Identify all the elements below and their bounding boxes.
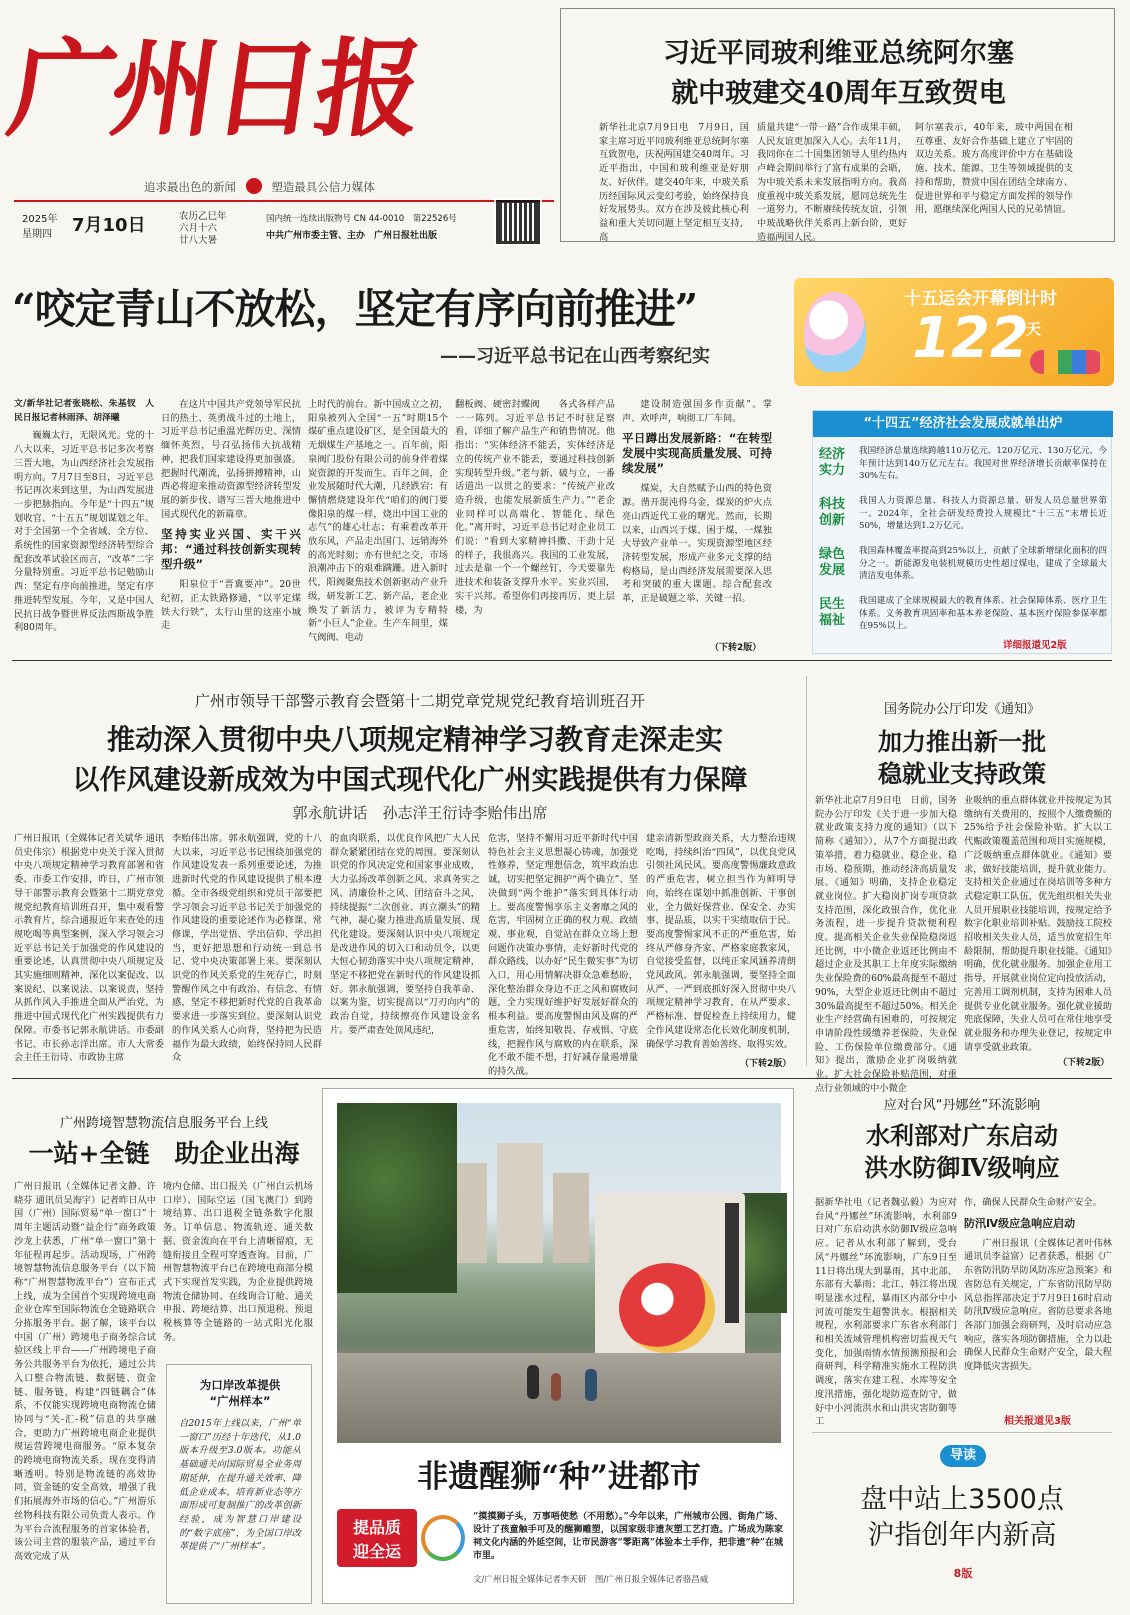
flood-col-2: [964, 1196, 1112, 1396]
qr-code: [496, 200, 540, 244]
meeting-subtitle: 郭永航讲话 孙志洋王衍诗李贻伟出席: [292, 804, 548, 822]
lion-dance-photo: [337, 1103, 781, 1443]
lead-col-1: [14, 398, 154, 638]
meeting-title-2: 以作风建设新成效为中国式现代化广州实践提供有力保障: [72, 765, 748, 796]
mascot-icon: [804, 292, 866, 372]
achievements-title: “十四五”经济社会发展成就单出炉: [813, 411, 1113, 437]
lead-col-2: [161, 398, 301, 638]
lead-col-1-text: 巍巍太行，无限风光。党的十八大以来，习近平总书记多次考察三晋大地，为山西经济社会发展指明方向。7月7日至8日，习近平总书记再次来到这里，为山西发展进一步把脉指向。今年是“十四五”规划收官、“十五五”规划谋划之年。对于全国第一个全省域、全方位、系统性的国家资源型经济转型综合配套改革试验区而言，“改革”二字分量特别重。习近平总书记勉励山西：坚定有序向前推进，坚定有序推进转型发展。今年，又是中国人民抗日战争暨世界反法西斯战争胜利80周年。: [14, 430, 154, 634]
year: 2025年: [22, 214, 58, 225]
countdown-days: 122: [912, 306, 1029, 371]
flood-col-2-subhead: 防汛Ⅳ级应急响应启动: [964, 1216, 1076, 1230]
employment-col-2: 业吸纳的重点群体就业并按规定为其缴纳有关费用的，按照个人缴费额的25%给予社会保险补贴。扩大以工代赈政策覆盖范围和项目实施规模，广泛吸纳重点群体就业。《通知》要求，做好技能培训，提升就业能力。支持相关企业通过在岗培训等多种方式稳定职工队伍，优先组织相关失业人员开展职业技能培训，按规定给予数字化职业培训补贴。鼓励技工院校招收相关失业人员，适当放宽招生年龄限制，帮助提升职业技能。《通知》明确，优化就业服务。加强企业用工指导，开展就业岗位定向投放活动，完善用工调剂机制，支持为困难人员提供专业化就业服务。强化就业援助兜底保障，失业人员可在常住地享受就业服务和办理失业登记，按规定申请享受就业政策。: [964, 795, 1112, 1053]
photo-caption: “摸摸狮子头，万事唔使愁（不用愁）。”今年以来，广州城市公园、街角广场、设计了孩童触手可及的醒狮雕塑，以国家级非遗灰塑工艺打造。广场成为陈家祠文化内涵的外延空间，让市民游客“零距离”体验本土手作，把非遗“种”在城市里。: [473, 1512, 783, 1561]
flood-title-2: 洪水防御Ⅳ级响应: [864, 1153, 1060, 1182]
child-figure: [551, 1373, 561, 1401]
countdown-unit: 天: [1026, 320, 1042, 338]
achievement-item: [819, 495, 1107, 539]
logistics-title: 一站+全链 助企业出海: [28, 1139, 300, 1168]
logistics-sidebar-title-2: “广州样本”: [209, 1394, 271, 1408]
lead-subtitle: ——习近平总书记在山西考察纪实: [440, 346, 710, 367]
achievement-item: [819, 445, 1107, 489]
top-story-col-1: 新华社北京7月9日电 7月9日，国家主席习近平同玻利维亚总统阿尔塞互致贺电，庆祝两国建交40周年。习近平指出，中国和玻利维亚是好朋友、好伙伴。建交40年来，中玻关系历经国际风云变幻考验，始终保持良好发展势头。双方在涉及彼此核心利益和重大关切问题上坚定相互支持，高: [599, 122, 749, 243]
campaign-badge: [337, 1509, 417, 1567]
publish-number: 国内统一连续出版物号 CN 44-0010 第22526号: [266, 214, 457, 224]
photo-title: 非遗醒狮“种”进都市: [417, 1459, 701, 1495]
flood-col-2-text: 作，确保人民群众生命财产安全。: [964, 1197, 1102, 1208]
top-story-col-2: 质量共建“一带一路”合作成果丰硕，人民友谊更加深入人心。去年11月，我同你在二十国集团领导人里约热内卢峰会期间举行了富有成果的会晤，为中玻关系未来发展指明方向。我高度重视中玻关系发展，愿同总统先生一道努力，不断赓续传统友谊，引领中玻战略伙伴关系再上新台阶，更好造福两国人民。: [757, 122, 907, 243]
achievement-label: 科技创新: [819, 497, 846, 528]
achievements-more[interactable]: 详细报道见2版: [1003, 640, 1067, 651]
building-icon: [497, 1143, 543, 1263]
meeting-col-4: 危害，坚持不懈用习近平新时代中国特色社会主义思想凝心铸魂，加强党性修养，坚定理想信念，筑牢政治忠诚，切实把坚定拥护“两个确立”、坚决做到“两个维护”落实到具体行动上。要高度警惕享乐主义奢靡之风的危害，牢固树立正确的权力观、政绩观、事业观，自觉站在群众立场上想问题作决策办事情，走好新时代党的群众路线，以办好“民生微实事”为切入口，用心用情解决群众急难愁盼，深化整治群众身边不正之风和腐败问题，全力实现好维护好发展好群众的根本利益。要高度警惕由风及腐的严重危害，始终知敬畏、存戒惧、守底线，把握作风与腐败的内在联系，深化不敢不能不想，打好减存量遏增量的持久战。: [488, 833, 638, 1077]
meeting-col-2: 李贻伟出席。郭永航强调，党的十八大以来，习近平总书记围绕加强党的作风建设发表一系列重要论述，为推进新时代党的作风建设提供了根本遵循。全市各级党组织和党员干部要把学习领会习近平总书记关于加强党的作风建设的重要论述作为必修课、常修课，学出觉悟、学出信仰、学出担当，更好把思想和行动统一到总书记、党中央决策部署上来。要深刻认识党的作风关系党的生死存亡，时刻警醒作风之中有政治、有信念、有情感，坚定不移把新时代党的自我革命要求进一步落实到位。要深刻认识党的作风关系人心向背，坚持把为民造福作为最大政绩，始终保持同人民群众: [172, 833, 322, 1064]
achievement-text: 我国人力资源总量、科技人力资源总量、研发人员总量世界第一。2024年，全社会研发经费投入规模比“十三五”末增长近50%，增量达到1.2万亿元。: [859, 496, 1107, 531]
employment-title-1: 加力推出新一批: [878, 727, 1046, 756]
countdown-banner: [794, 278, 1114, 386]
meeting-col-5: 建亲清新型政商关系，大力整治违规吃喝，持续纠治“四风”，以优良党风引领社风民风。要高度警惕廉政意政的严重危害，树立担当作为鲜明导向，始终在谋划中抓准创新、干事创业，全力做好保营业、保安全、办实事、提品质，以实干实绩取信于民。要高度警惕家风不正的严重危害，始终从严修身齐家、严格家庭教家风，自觉接受监督，以纯正家风涵养清朗党风政风。郭永航强调，要坚持全面从严、一严到底抓好深入贯彻中央八项规定精神学习教育，在从严要求、严格标准、督促检查上持续用力，健全作风建设常态化长效化制度机制，确保学习教育善始善终、取得实效。: [646, 833, 796, 1050]
column-rule: [806, 676, 807, 1066]
guide-label: 导读: [940, 1445, 986, 1467]
achievement-item: [819, 545, 1107, 589]
olympic-rings-icon: [1030, 350, 1104, 374]
lead-col-2-text: 在这片中国共产党领导军民抗日的热土、英勇战斗过的土地上，习近平总书记重温光辉历史、深情缅怀英烈，号召弘扬伟大抗战精神，把我们国家建设得更加强盛。把握时代潮流，弘扬拼搏精神，山西必将迎来推动资源型经济转型发展的新步伐、谱写三晋大地推进中国式现代化的新篇章。: [161, 399, 301, 520]
section-divider: [12, 660, 1112, 661]
slogan-right: 塑造最具公信力媒体: [271, 180, 375, 194]
date-block: [14, 208, 554, 244]
section-divider: [12, 1078, 1112, 1079]
masthead: [1, 8, 554, 246]
achievement-text: 我国经济总量连续跨越110万亿元、120万亿元、130万亿元，今年预计达到140万亿元左右。我国对世界经济增长贡献率保持在30%左右。: [859, 446, 1107, 481]
employment-kicker: 国务院办公厅印发《通知》: [883, 702, 1040, 717]
guide-page[interactable]: 8版: [953, 1567, 973, 1580]
achievement-text: 我国森林覆盖率提高到25%以上，贡献了全球新增绿化面积的四分之一。新能源发电装机规模历史性超过煤电，建成了全球最大清洁发电体系。: [859, 546, 1107, 581]
lead-col-5-text-b: 煤炭，大自然赋予山西的特色资源。凿开混沌得乌金，煤炭的炉火点亮山西近代工业的曙光。然而，长期以来，山西兴于煤、困于煤，一煤独大导致产业单一。实现资源型地区经济转型发展，形成产业多元支撑的结构格局，是山西经济发展需要深入思考和突破的重大课题。综合配套改革，正是破题之举、关键一招。: [622, 483, 772, 605]
countdown-title: 十五运会开幕倒计时: [904, 289, 1057, 309]
lead-col-2-text-b: 阳泉位于“晋冀要冲”。20世纪初，正太铁路修通，“以平定煤铁大行铁”，太行山里的这座小城走: [161, 579, 301, 632]
photo-credit: 文/广州日报全媒体记者李天研 图/广州日报全媒体记者骆昌威: [473, 1575, 709, 1585]
guide-title-1: 盘中站上3500点: [860, 1484, 1064, 1515]
flood-col-2-text-b: 广州日报讯（全媒体记者叶伟林 通讯员李益富）记者获悉，根据《广东省防汛防旱防风防冻应急预案》和省防总有关规定，广东省防汛防旱防风总指挥部决定于7月9日16时启动防汛Ⅳ级应急响应。省防总要求各地各部门加强会商研判，及时启动应急响应，落实各项防御措施，全力以赴确保人民群众生命财产安全，最大程度降低灾害损失。: [964, 1237, 1112, 1373]
meeting-col-3: 的血肉联系，以优良作风把广大人民群众紧紧团结在党的周围。要深刻认识党的作风决定党和国家事业成败，大力弘扬改革创新之风、求真务实之风、清廉俭朴之风、团结奋斗之风，持续提振“二次创业、再立潮头”的精气神，凝心聚力推进高质量发展、现代化建设。要深刻认识中央八项规定是改进作风的切入口和动员令，以更大恒心韧劲落实中央八项规定精神，坚定不移把党在新时代的作风建设抓好。郭永航强调，要坚持自我革命、以案为鉴，切实提高以“刀刃向内”的政治自觉，持续擦亮作风建设金名片。要严肃查处顶风违纪，: [330, 833, 480, 1036]
weekday: 星期四: [22, 229, 52, 240]
logistics-sidebar-title-1: 为口岸改革提供: [199, 1378, 281, 1392]
logistics-sidebar-text: 自2015年上线以来，广州“单一窗口”历经十年迭代，从1.0版本升级至3.0版本。功能从基础通关向国际贸易全业务周期延伸，在提升通关效率、降低企业成本、培育新业态等方面形成可复制推广的改革创新经验，成为智慧口岸建设的“数字底座”，为全国口岸改革提供了“广州样本”。: [179, 1418, 301, 1553]
employment-title-2: 稳就业支持政策: [878, 759, 1046, 788]
lead-col-3: 上时代的前台。新中国成立之初，阳泉被列入全国“一五”时期15个煤矿重点建设矿区，是全国最大的无烟煤生产基地之一。百年前，阳泉阀门股份有限公司的前身伴着煤炭资源的开发而生。百年之间，企业发展随时代大潮，几经跌宕：有懈情燃烧建设年代“咱们的阀门要像阳泉的煤一样，烧出中国工业的志气”的雄心壮志；有乘着改革开放东风，产品走出国门、远销海外的高光时刻；亦有世纪之交，市场浪潮冲击下的艰难蹒跚。进入新时代，阳阀聚焦技术创新驱动产业升级，研发新工艺、新产品，老企业焕发了新活力，被评为专精特新“小巨人”企业。生产车间里，煤气阀阀、电动: [308, 399, 448, 643]
photo-feature: [322, 1088, 794, 1604]
flood-col-1: 据新华社电（记者魏弘毅）为应对台风“丹娜丝”环流影响，水利部9日对广东启动洪水防御Ⅳ级应急响应。记者从水利部了解到，受台风“丹娜丝”环流影响，广东9日至11日将出现大到暴雨，其中北部、东部有大暴雨；北江、韩江将出现明显涨水过程，暴雨区内部分中小河流可能发生超警洪水。根据相关规程，水利部要求广东省水利部门和相关流域管理机构密切监视天气变化，加强雨情水情预测预报和会商研判，科学精准实施水工程防洪调度，落实在建工程、水库等安全度汛措施，强化堤防巡查防守，做好中小河流洪水和山洪灾害防御等工: [815, 1197, 957, 1428]
logistics-sidebar: [166, 1364, 312, 1604]
lunar-1: 农历乙巳年: [179, 211, 227, 222]
flood-title-1: 水利部对广东启动: [866, 1121, 1058, 1150]
achievements-box: [812, 410, 1112, 654]
guide-box: [812, 1432, 1112, 1610]
top-story-box: [560, 8, 1115, 242]
logistics-col-1: 广州日报讯（全媒体记者文静、许晓芬 通讯员吴海宇）记者昨日从中国（广州）国际贸易“单一窗口”十周年主题活动暨“益企行”商务政策沙龙上获悉，广州“单一窗口”第十年征程再起步。活动现场，广州跨境智慧物流信息服务平台（以下简称“广州智慧物流平台”）宣布正式上线，成为全国首个实现跨境电商企业仓库至国际物流仓全链路联合分拣服务平台。据了解，该平台以中国（广州）跨境电子商务综合试验区线上平台——广州跨境电子商务公共服务平台为依托，通过公共入口整合物流链、数据链、资金链、服务链，构建“四链耦合”体系，不仅能实现跨境电商物流仓储协同与“关-汇-税”信息的共享融合，更助力广州跨境电商企业提供规运营跨境电商服务。“原本复杂的跨境电商物流关系，现在变得清晰透明。特别是物流链的高效协同，资金链的安全高效，增强了我们拓展海外市场的信心。”广州游乐丝物科技有限公司负责人表示。作为平台合流程服务的首家体验者，该公司主营的服装产品，通过平台高效完成了从: [14, 1181, 156, 1562]
lead-col-5-text: 建设制造强国多作贡献”。掌声、欢呼声，响彻工厂车间。: [622, 399, 772, 424]
issue-date: 7月10日: [72, 215, 146, 236]
campaign-badge-line-1: 提品质: [352, 1518, 401, 1537]
achievement-label: 绿色发展: [819, 547, 846, 578]
lead-col-5-subhead: 平日蹲出发展新路：“在转型发展中实现高质量发展、可持续发展”: [622, 431, 772, 476]
newspaper-logo: 广州日报: [1, 26, 427, 151]
lead-title: “咬定青山不放松，坚定有序向前推进”: [12, 285, 698, 333]
lead-byline: 文/新华社记者张晓松、朱基钗 人民日报记者林雨泽、胡泽曦: [14, 399, 154, 423]
lion-head-icon: [619, 1263, 715, 1353]
meeting-kicker: 广州市领导干部警示教育会暨第十二期党章党规党纪教育培训班召开: [194, 692, 645, 710]
flame-icon: [246, 178, 262, 194]
campaign-badge-line-2: 迎全运: [352, 1542, 401, 1561]
meeting-continued[interactable]: （下转2版）: [740, 1059, 792, 1069]
lion-calligraphy: [725, 1203, 739, 1323]
top-story-col-3: 阿尔塞表示，40年来，玻中两国在相互尊重、友好合作基础上建立了牢固的双边关系。玻方高度评价中方在基础设施、技术、能源、卫生等领域提供的支持和帮助，赞赏中国在团结全球南方、促进世界和平与稳定方面发挥的领导作用，愿继续深化两国人民的兄弟情谊。: [915, 122, 1073, 216]
guide-title-2: 沪指创年内新高: [867, 1520, 1057, 1551]
slogan-left: 追求最出色的新闻: [144, 180, 236, 194]
flood-more[interactable]: 相关报道见3版: [1004, 1416, 1071, 1427]
meeting-col-1: 广州日报讯（全媒体记者关斌华 通讯员史伟宗）根据党中央关于深入贯彻中央八项规定精神学习教育部署和省委、市委工作安排，昨日，广州市领导干部警示教育会暨第十二期党章党规党纪教育培训班召开，集中观看警示教育片，综合通报近年来查处的违规吃喝等典型案例，深入学习领会习近平总书记关于加强党的作风建设的重要论述，认真贯彻中央八项规定及其实施细则精神，深化以案促改、以案说纪、以案说法、以案说责，坚持从抓作风入手推进全面从严治党，为推进中国式现代化广州实践提供有力保障。市委书记郭永航讲话。市委副书记、市长孙志洋出席。市人大常委会主任王衍诗、市政协主席: [14, 833, 164, 1064]
achievement-text: 我国建成了全球规模最大的教育体系、社会保障体系、医疗卫生体系。义务教育巩固率和基本养老保险、基本医疗保险参保率都在95%以上。: [859, 596, 1107, 631]
lunar-2: 六月十六: [179, 223, 218, 234]
child-figure: [585, 1369, 597, 1401]
tree-icon: [337, 1103, 457, 1293]
lead-col-5: [622, 398, 772, 638]
lead-col-2-subhead: 坚持实业兴国、实干兴邦：“通过科技创新实现转型升级”: [161, 527, 301, 572]
slogan: [144, 178, 544, 198]
lead-continued[interactable]: （下转2版）: [710, 643, 762, 653]
achievement-label: 民生福祉: [819, 597, 846, 628]
child-figure: [527, 1365, 539, 1399]
achievement-label: 经济实力: [819, 447, 846, 478]
employment-col-1: 新华社北京7月9日电 日前，国务院办公厅印发《关于进一步加大稳就业政策支持力度的通知》（以下简称《通知》），从7个方面提出政策举措，着力稳就业、稳企业、稳市场、稳预期，推动经济高质量发展。《通知》明确，支持企业稳定就业岗位。扩大稳岗扩岗专项贷款支持范围，深化政银合作，优化业务流程，进一步提升贷款便利程度。提高相关企业失业保险稳岗返还比例，中小微企业返还比例由不超过企业及其职工上年度实际缴纳失业保险费的60%最高提至不超过90%，大型企业返还比例由不超过30%最高提至不超过50%。相关企业生产经营确有困难的，可按规定申请阶段性缓缴养老保险、失业保险、工伤保险单位缴费部分。《通知》提出，激励企业扩岗吸纳就业。扩大社会保险补贴范围，对重点行业领域的中小微企: [815, 795, 957, 1094]
employment-continued[interactable]: （下转2版）: [1058, 1058, 1110, 1068]
masthead-rule: [14, 200, 554, 202]
flood-kicker: 应对台风“丹娜丝”环流影响: [883, 1098, 1041, 1113]
building-icon: [553, 1173, 589, 1263]
top-story-title-2: 就中玻建交40周年互致贺电: [671, 78, 1006, 109]
meeting-title-1: 推动深入贯彻中央八项规定精神学习教育走深走实: [106, 723, 723, 756]
games-logo-icon: [421, 1515, 465, 1561]
sponsor: 中共广州市委主管、主办 广州日报社出版: [266, 231, 438, 241]
logistics-col-2: 境内仓储、出口报关（广州白云机场口岸）、国际空运（国飞澳门）到跨境结算、出口退税全链条数字化服务。订单信息、物流轨迹、通关数据、资金流向在平台上清晰留痕，无缝衔接且全程可穿透查询。目前，广州智慧物流平台已在跨境电商部分模式下实现首发实践，为企业提供跨境物流仓储协同、在线询合订舱、通关申报、跨境结算、出口预退税、预退税核算等全链路的一站式阳光化服务。: [163, 1181, 313, 1343]
lunar-3: 廿八大暑: [179, 235, 218, 246]
logistics-kicker: 广州跨境智慧物流信息服务平台上线: [59, 1116, 268, 1131]
lead-col-4: 翻板阀、硬密封蝶阀 各式各样产品一一陈列。习近平总书记不时驻足察看，详细了解产品生产和销售情况。他指出：“实体经济不能丢，实体经济是立的传统产业不能丢，要通过科技创新实现转型升级。”老与新、破与立，一番话道出一以贯之的要求：“传统产业改造升级，也能发展新质生产力。”“老企业同样可以高端化、智能化、绿色化。”离开时，习近平总书记对企业员工们说：“看到大家精神抖擞、干劲十足的样子，我很高兴。我国的工业发展，过去是靠一个一个螺丝钉，今天要靠先进技术和装备支撑升水平。实业兴国，实干兴邦。希望你们再接再厉、更上层楼，为: [455, 399, 615, 616]
achievement-item: [819, 595, 1107, 639]
top-story-title-1: 习近平同玻利维亚总统阿尔塞: [663, 38, 1014, 69]
